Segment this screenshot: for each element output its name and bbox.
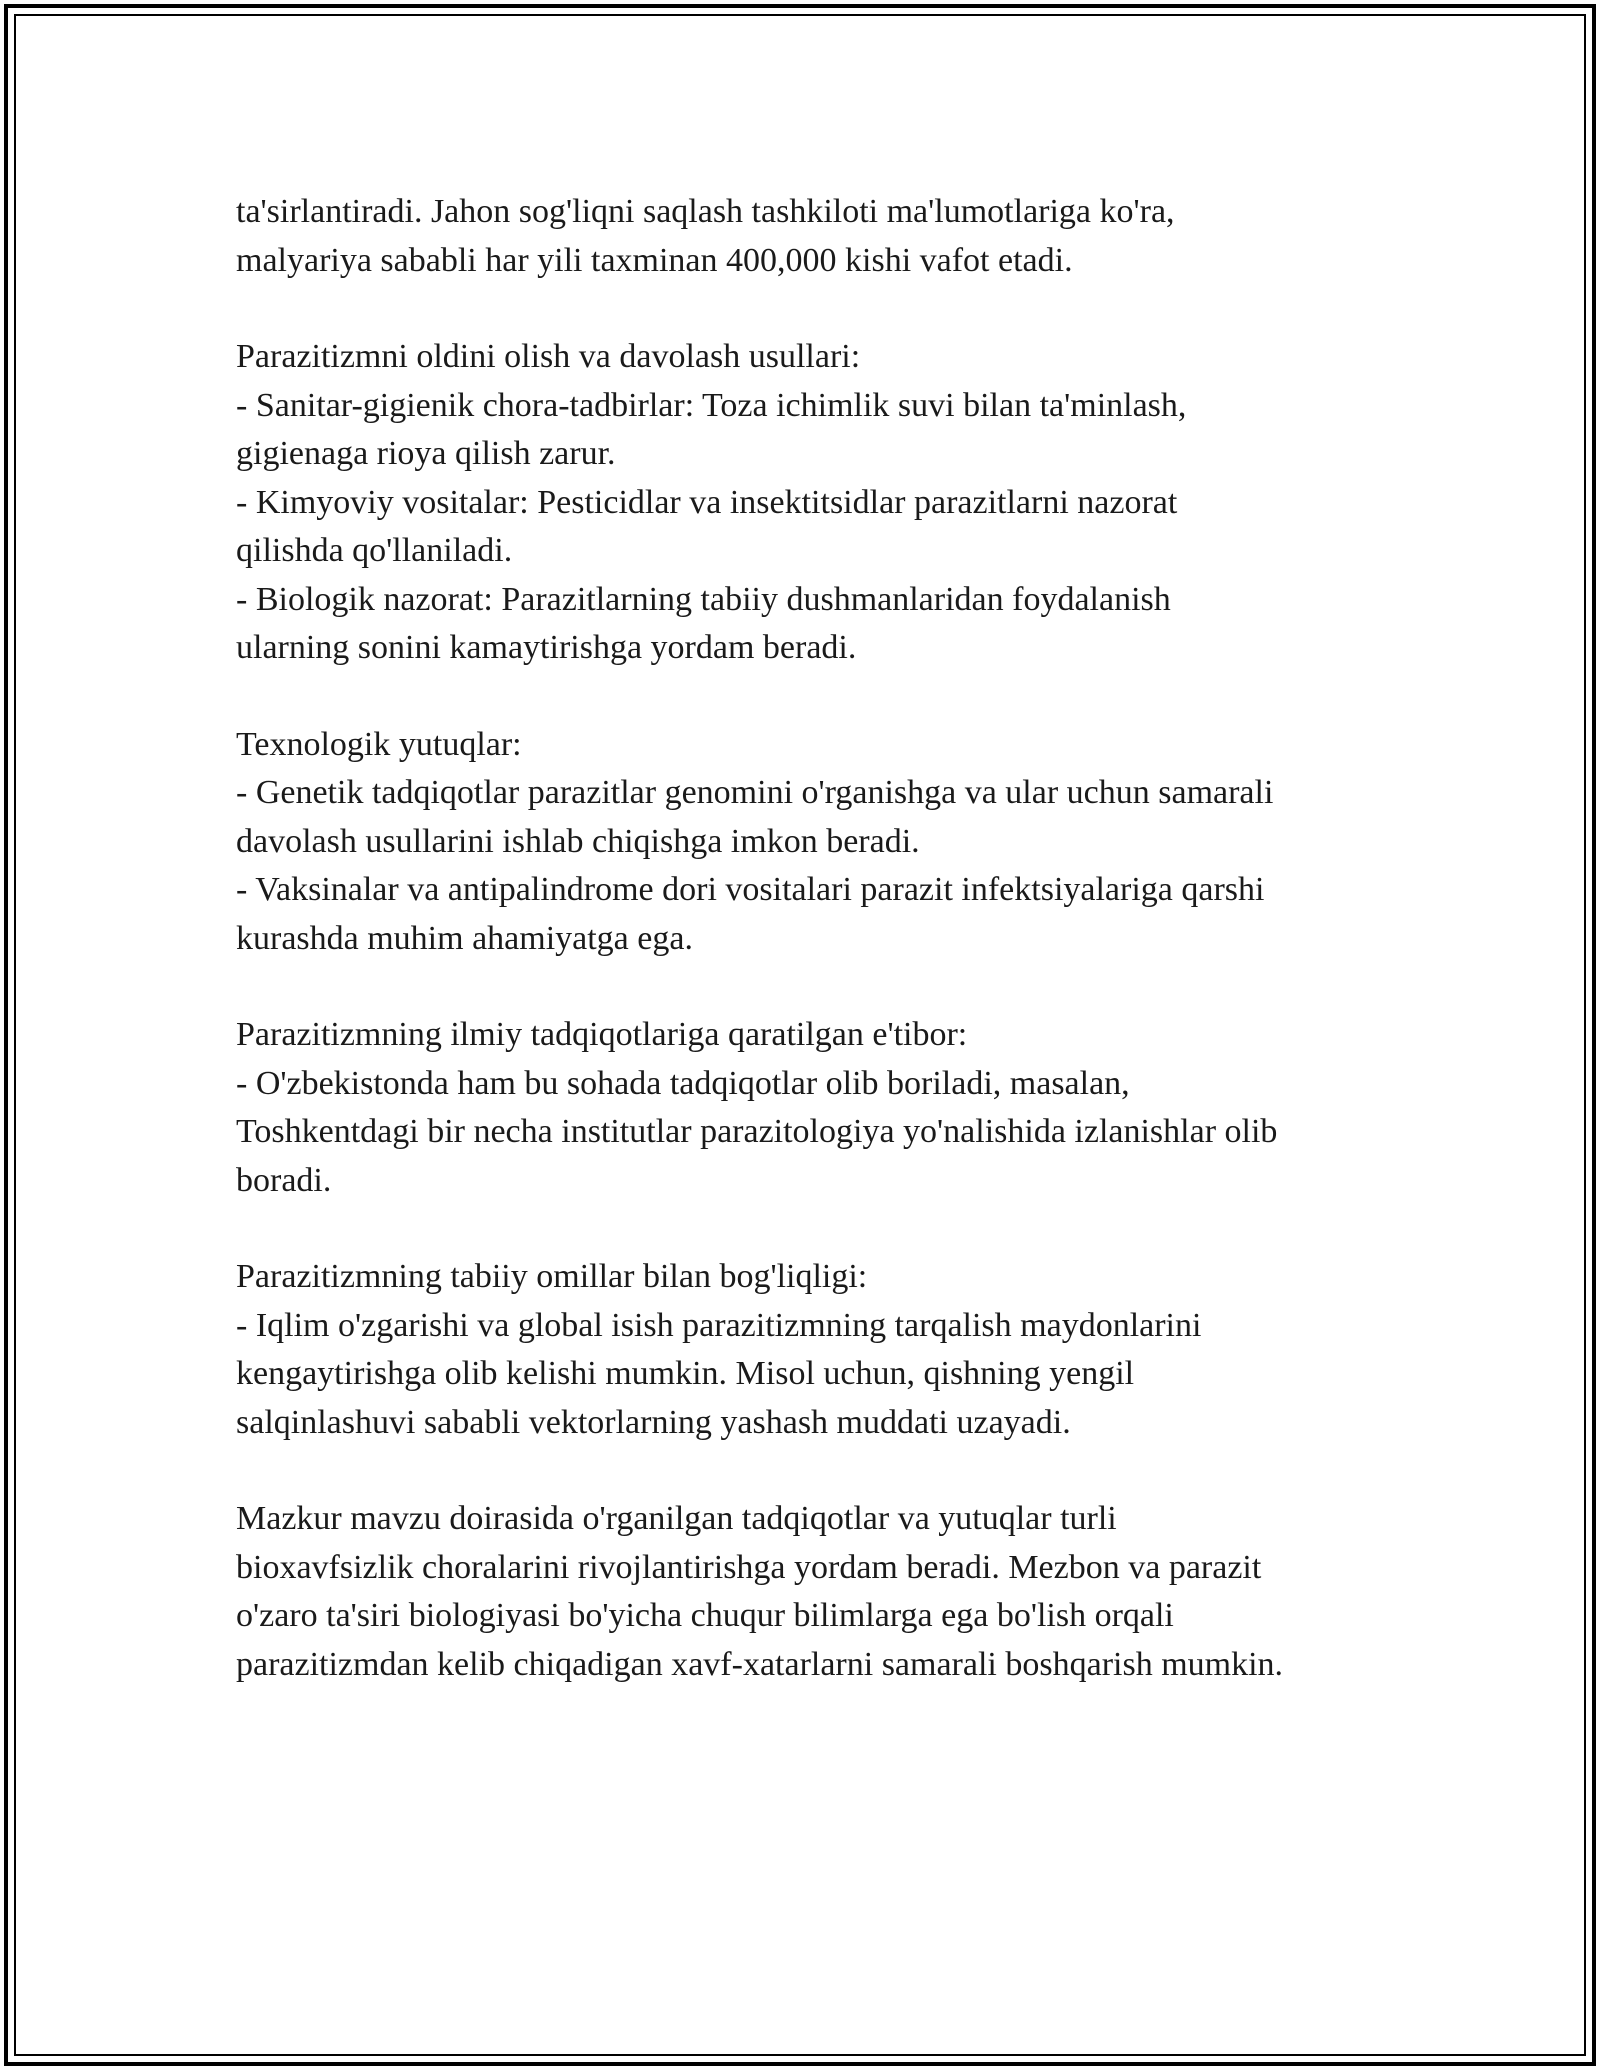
list-item-line: - Genetik tadqiqotlar parazitlar genomini o'rganishga va ular uchun samarali bbox=[236, 774, 1274, 811]
section-heading: Parazitizmning tabiiy omillar bilan bog'liqligi: bbox=[236, 1258, 868, 1295]
list-item-line: davolash usullarini ishlab chiqishga imkon beradi. bbox=[236, 822, 920, 860]
list-item-line: - O'zbekistonda ham bu sohada tadqiqotlar olib boriladi, masalan, bbox=[236, 1064, 1130, 1102]
list-item-line: - Sanitar-gigienik chora-tadbirlar: Toza ichimlik suvi bilan ta'minlash, bbox=[236, 386, 1187, 424]
section-heading: Parazitizmning ilmiy tadqiqotlariga qaratilgan e'tibor: bbox=[236, 1016, 968, 1053]
text-line: bioxavfsizlik choralarini rivojlantirishga yordam beradi. Mezbon va parazit bbox=[236, 1548, 1262, 1586]
paragraph-conclusion bbox=[236, 1495, 1386, 1689]
text-line: Mazkur mavzu doirasida o'rganilgan tadqiqotlar va yutuqlar turli bbox=[236, 1500, 1117, 1537]
section-heading: Texnologik yutuqlar: bbox=[236, 725, 522, 763]
text-line: parazitizmdan kelib chiqadigan xavf-xatarlarni samarali boshqarish mumkin. bbox=[236, 1645, 1284, 1683]
section-heading: Parazitizmni oldini olish va davolash usullari: bbox=[236, 338, 861, 375]
list-item-line: - Vaksinalar va antipalindrome dori vositalari parazit infektsiyalariga qarshi bbox=[236, 871, 1265, 908]
list-item-line: gigienaga rioya qilish zarur. bbox=[236, 435, 616, 472]
paragraph-prevention-methods bbox=[236, 333, 1386, 673]
list-item-line: - Biologik nazorat: Parazitlarning tabiiy dushmanlaridan foydalanish bbox=[236, 580, 1171, 618]
paragraph-natural-factors bbox=[236, 1253, 1386, 1447]
list-item-line: - Iqlim o'zgarishi va global isish parazitizmning tarqalish maydonlarini bbox=[236, 1306, 1202, 1344]
paragraph-scientific-research bbox=[236, 1011, 1386, 1205]
text-line: ta'sirlantiradi. Jahon sog'liqni saqlash tashkiloti ma'lumotlariga ko'ra, bbox=[236, 193, 1175, 230]
text-line: malyariya sababli har yili taxminan 400,000 kishi vafot etadi. bbox=[236, 241, 1073, 279]
list-item-line: - Kimyoviy vositalar: Pesticidlar va insektitsidlar parazitlarni nazorat bbox=[236, 483, 1178, 521]
list-item-line: qilishda qo'llaniladi. bbox=[236, 532, 513, 569]
list-item-line: salqinlashuvi sababli vektorlarning yashash muddati uzayadi. bbox=[236, 1403, 1071, 1441]
document-body bbox=[236, 188, 1386, 1737]
paragraph-malaria-statistics bbox=[236, 188, 1386, 285]
list-item-line: ularning sonini kamaytirishga yordam beradi. bbox=[236, 629, 857, 666]
text-line: o'zaro ta'siri biologiyasi bo'yicha chuqur bilimlarga ega bo'lish orqali bbox=[236, 1597, 1174, 1634]
list-item-line: kurashda muhim ahamiyatga ega. bbox=[236, 919, 693, 957]
list-item-line: boradi. bbox=[236, 1161, 332, 1199]
list-item-line: Toshkentdagi bir necha institutlar parazitologiya yo'nalishida izlanishlar olib bbox=[236, 1113, 1278, 1150]
list-item-line: kengaytirishga olib kelishi mumkin. Misol uchun, qishning yengil bbox=[236, 1355, 1135, 1392]
paragraph-technological-advances bbox=[236, 721, 1386, 964]
